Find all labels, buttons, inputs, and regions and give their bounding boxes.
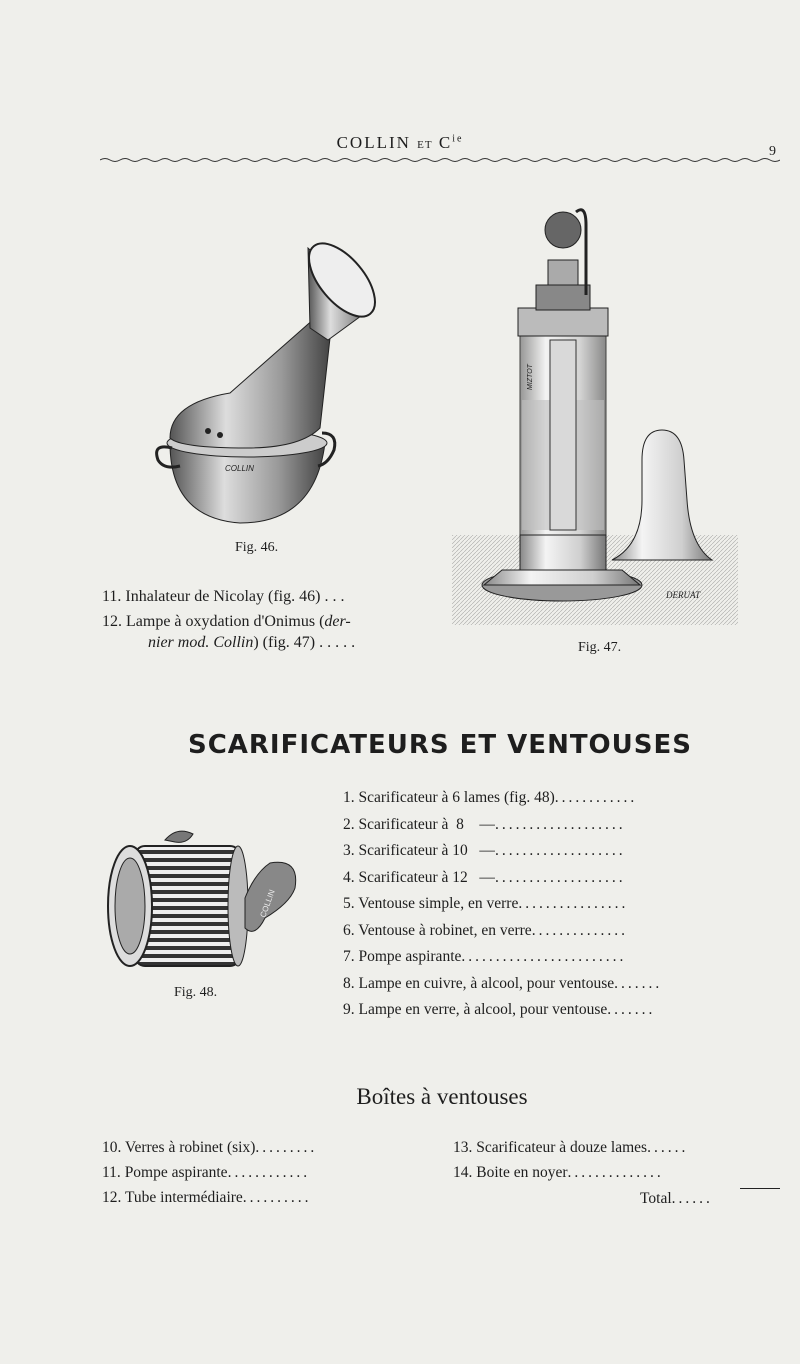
list-item: 7. Pompe aspirante........................ bbox=[343, 948, 627, 965]
header-wavy-rule bbox=[100, 156, 780, 164]
boites-right-list bbox=[453, 1139, 743, 1189]
list-item: 14. Boite en noyer.............. bbox=[453, 1164, 664, 1181]
total-line: Total...... bbox=[640, 1190, 713, 1207]
fig46-label: COLLIN bbox=[225, 464, 254, 473]
list-item-12: 12. Lampe à oxydation d'Onimus (der- bbox=[102, 613, 351, 630]
boites-left-list bbox=[102, 1139, 392, 1214]
boites-title: Boîtes à ventouses bbox=[356, 1084, 528, 1109]
list-item-11: 11. Inhalateur de Nicolay (fig. 46) . . . bbox=[102, 588, 345, 605]
fig47-lamp-illustration bbox=[452, 200, 738, 630]
scarificateurs-list bbox=[343, 789, 743, 1028]
fig47-signature: DERUAT bbox=[666, 590, 701, 600]
fig47-caption: Fig. 47. bbox=[578, 640, 622, 655]
total-rule bbox=[740, 1188, 780, 1189]
list-item: 3. Scarificateur à 10 —................... bbox=[343, 842, 626, 859]
header-et: ET bbox=[417, 139, 433, 151]
page-number: 9 bbox=[769, 144, 776, 159]
list-item: 8. Lampe en cuivre, à alcool, pour ventouse....... bbox=[343, 974, 663, 992]
list-item: 4. Scarificateur à 12 —................... bbox=[343, 868, 626, 886]
list-item: 11. Pompe aspirante............ bbox=[102, 1164, 311, 1181]
header-cie-sup: ie bbox=[452, 133, 464, 145]
list-item: 12. Tube intermédiaire.......... bbox=[102, 1189, 312, 1206]
running-header bbox=[0, 133, 800, 153]
header-title: COLLIN bbox=[336, 133, 411, 152]
list-item: 10. Verres à robinet (six)......... bbox=[102, 1139, 318, 1156]
fig46-caption: Fig. 46. bbox=[235, 540, 279, 555]
section-title: SCARIFICATEURS ET VENTOUSES bbox=[187, 730, 692, 760]
header-cie: C bbox=[438, 133, 453, 152]
fig48-label: COLLIN bbox=[258, 888, 277, 919]
list-item: 9. Lampe en verre, à alcool, pour ventouse....... bbox=[343, 1001, 656, 1018]
list-item: 6. Ventouse à robinet, en verre.............. bbox=[343, 921, 628, 939]
list-item: 2. Scarificateur à 8 —................... bbox=[343, 815, 626, 833]
fig46-inhaler-illustration bbox=[150, 238, 385, 528]
list-item: 5. Ventouse simple, en verre................ bbox=[343, 895, 629, 912]
fig48-caption: Fig. 48. bbox=[174, 985, 218, 1000]
list-item-12-line2: nier mod. Collin) (fig. 47) . . . . . bbox=[148, 634, 356, 651]
fig47-stamp: MIZTOT bbox=[527, 364, 534, 390]
list-item: 1. Scarificateur à 6 lames (fig. 48)............ bbox=[343, 789, 638, 806]
list-item: 13. Scarificateur à douze lames...... bbox=[453, 1139, 689, 1156]
fig48-scarificator-illustration bbox=[105, 818, 300, 978]
